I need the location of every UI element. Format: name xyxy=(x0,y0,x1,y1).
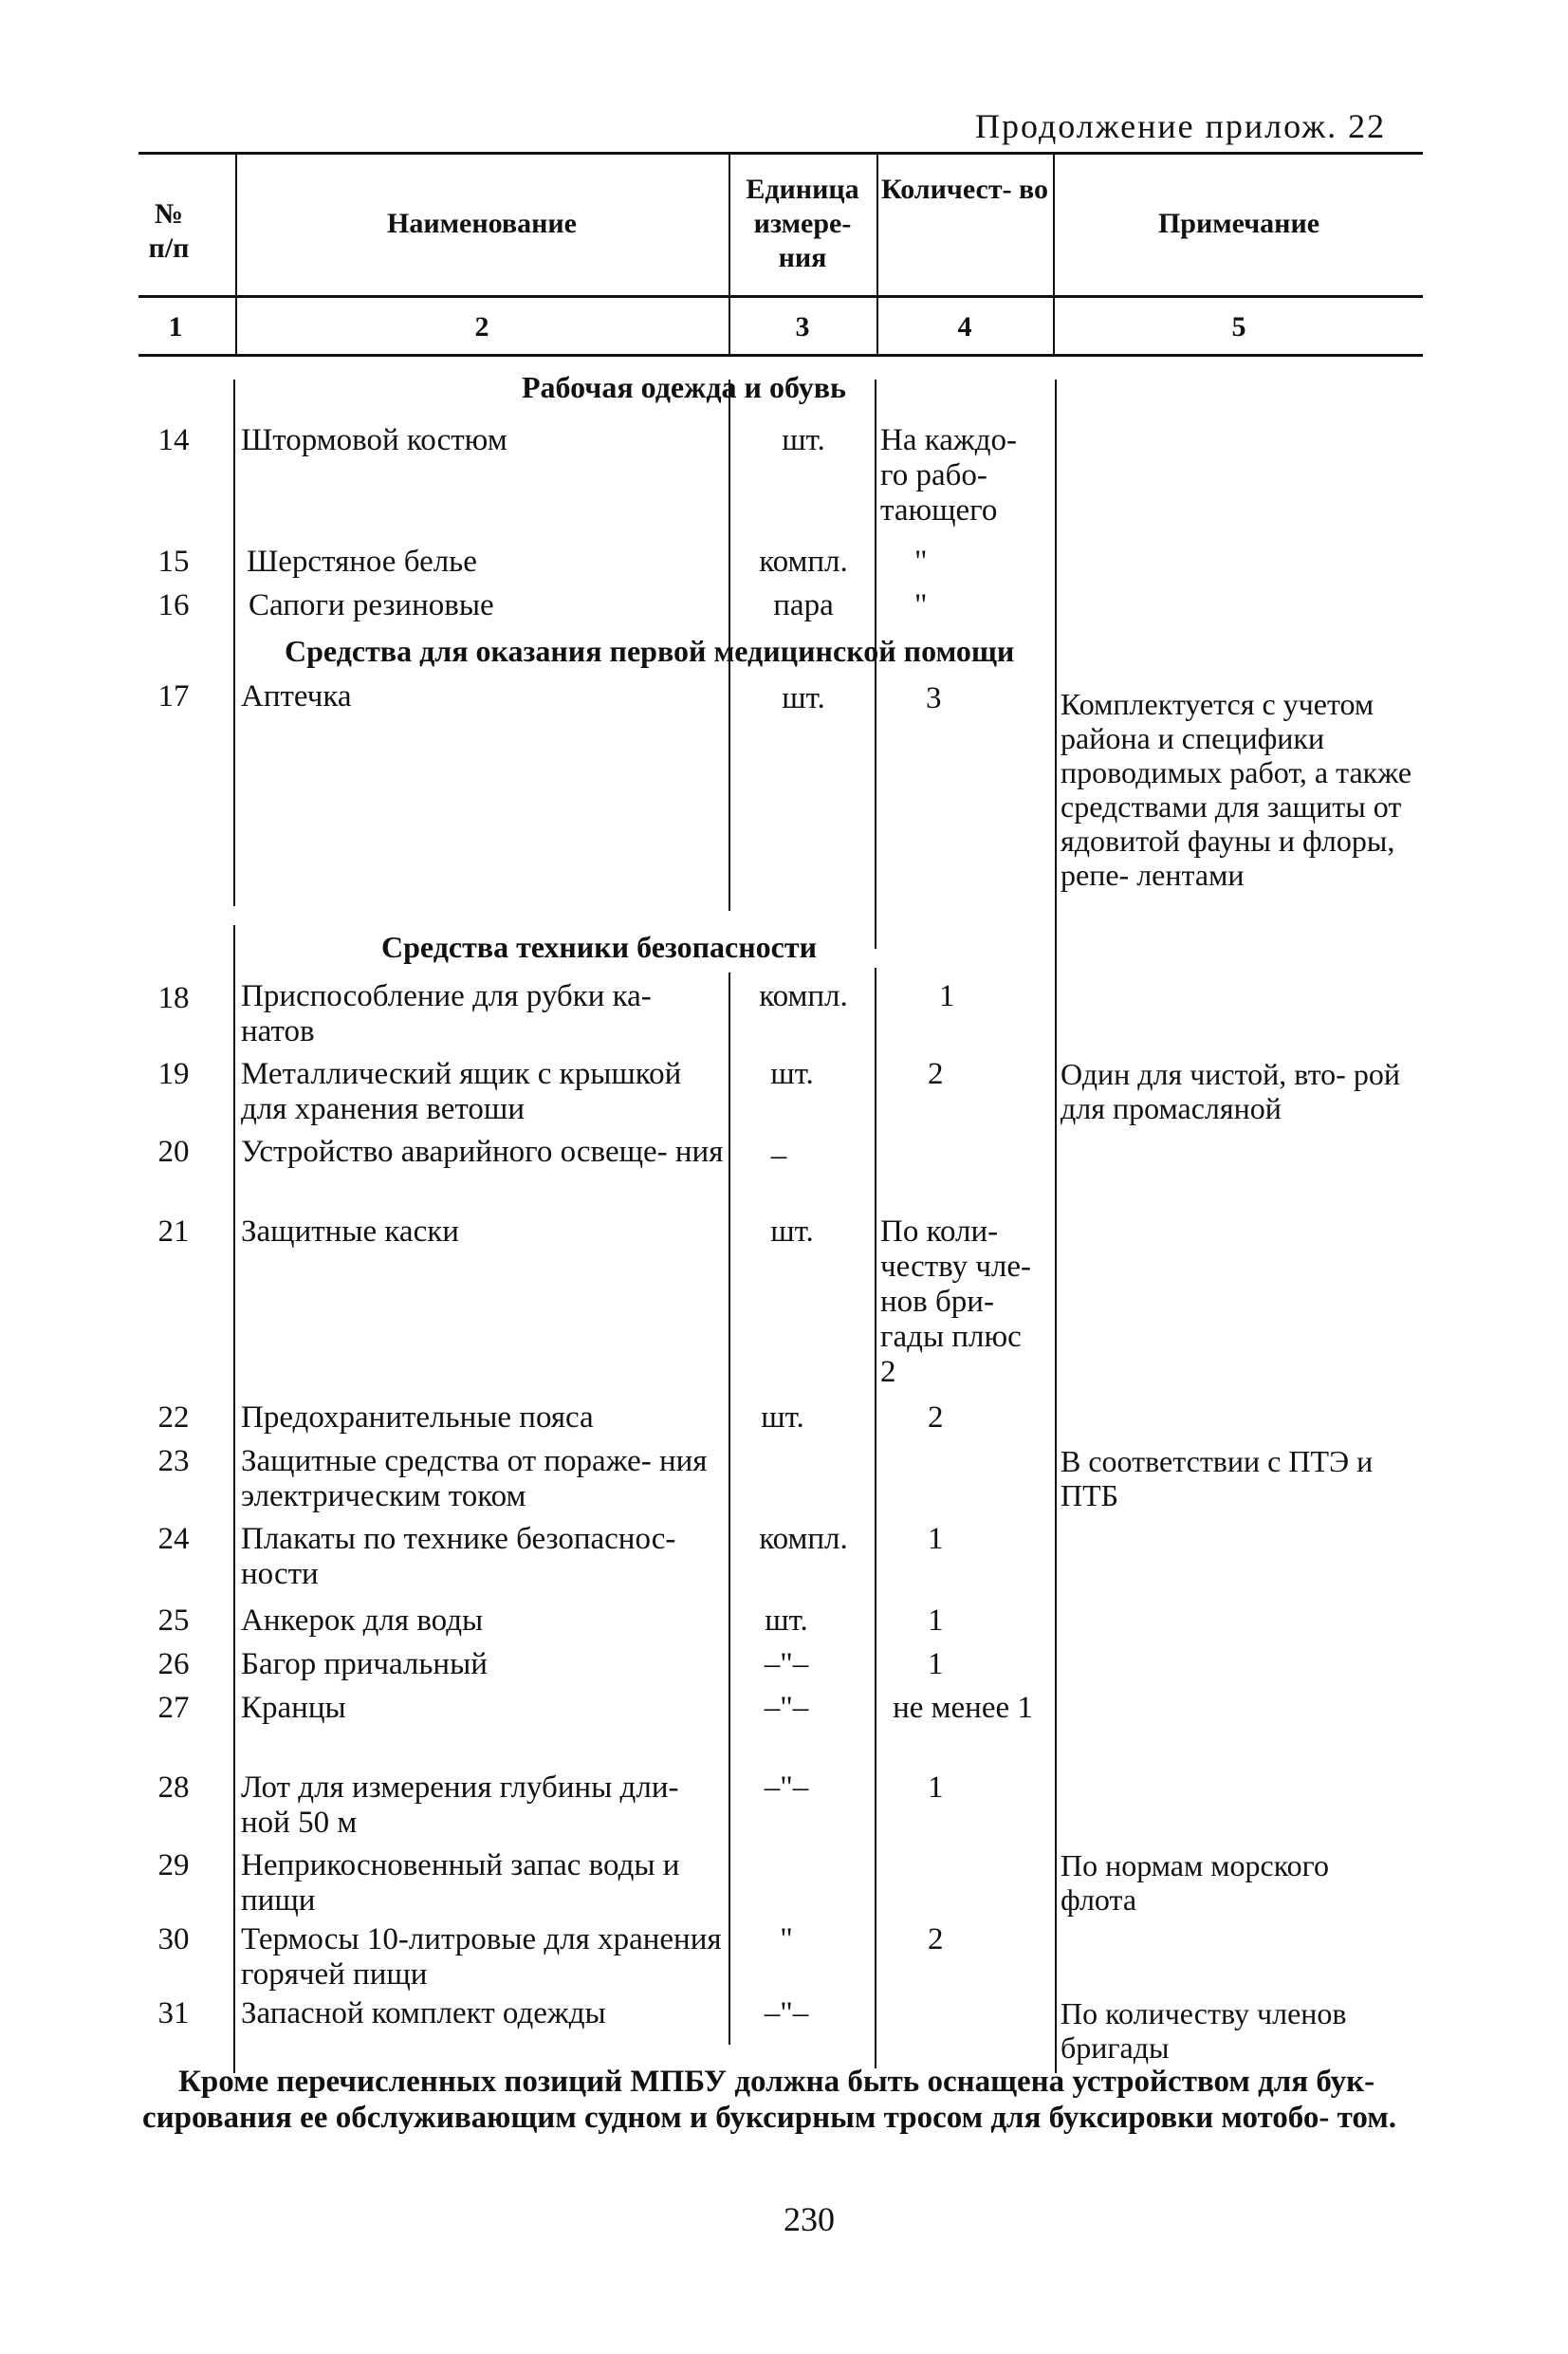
item-name: Анкерок для воды xyxy=(241,1603,484,1638)
item-qty: 3 xyxy=(926,681,942,715)
row-number: 18 xyxy=(157,981,190,1015)
item-unit: –"– xyxy=(764,1996,809,2030)
item-qty: По коли- честву чле- нов бри- гады плюс 2 xyxy=(880,1214,1032,1389)
col-header-qty: Количест- во xyxy=(880,174,1049,205)
item-name: Запасной комплект одежды xyxy=(241,1996,606,2030)
body-divider xyxy=(233,925,235,2073)
item-unit: пара xyxy=(773,588,834,622)
item-qty: 1 xyxy=(928,1770,944,1805)
item-name: Приспособление для рубки ка- натов xyxy=(241,979,652,1048)
row-number: 26 xyxy=(157,1647,190,1681)
item-name: Кранцы xyxy=(241,1691,346,1725)
row-number: 14 xyxy=(157,423,190,457)
item-name: Плакаты по технике безопаснос- ности xyxy=(241,1522,676,1591)
row-number: 23 xyxy=(157,1444,190,1478)
item-name: Багор причальный xyxy=(241,1647,488,1681)
item-name: Предохранительные пояса xyxy=(241,1400,594,1435)
col-header-no: № п/п xyxy=(148,198,190,264)
row-number: 27 xyxy=(157,1691,190,1725)
item-name: Аптечка xyxy=(241,679,352,714)
item-qty: 2 xyxy=(928,1922,944,1956)
item-note: По количеству членов бригады xyxy=(1061,1996,1347,2065)
col-header-note: Примечание xyxy=(1157,208,1320,239)
row-number: 21 xyxy=(157,1214,190,1249)
col-number: 5 xyxy=(1231,311,1246,343)
col-number: 3 xyxy=(795,311,810,343)
row-number: 16 xyxy=(157,588,190,622)
item-unit: компл. xyxy=(759,1522,848,1556)
item-qty: не менее 1 xyxy=(893,1691,1033,1725)
body-divider xyxy=(875,968,876,2068)
col-header-unit: Единица измере- ния xyxy=(746,174,859,273)
item-unit: шт. xyxy=(770,1214,814,1249)
item-unit: – xyxy=(770,1139,787,1173)
item-qty: 1 xyxy=(928,1647,944,1681)
item-name: Устройство аварийного освеще- ния xyxy=(241,1135,724,1169)
item-unit: шт. xyxy=(761,1400,804,1435)
body-divider xyxy=(1055,380,1057,2073)
item-unit: –"– xyxy=(764,1647,809,1681)
row-number: 28 xyxy=(157,1770,190,1805)
page-number: 230 xyxy=(784,2200,835,2238)
item-unit: –"– xyxy=(764,1770,809,1805)
continuation-header: Продолжение прилож. 22 xyxy=(975,107,1387,145)
item-qty: " xyxy=(914,588,928,622)
item-qty: 1 xyxy=(939,979,955,1013)
footer-paragraph: Кроме перечисленных позиций МПБУ должна быть оснащена устройством для бук- сирования ее обслуживающим судном и буксирным тросом для буксировки мотобо- том. xyxy=(142,2065,1396,2135)
col-number: 1 xyxy=(168,311,183,343)
item-qty: " xyxy=(914,545,928,579)
item-unit: компл. xyxy=(759,545,848,579)
item-note: По нормам морского флота xyxy=(1061,1848,1329,1917)
item-qty: 2 xyxy=(928,1400,944,1435)
item-name: Металлический ящик с крышкой для хранения ветоши xyxy=(241,1057,682,1126)
item-unit: шт. xyxy=(770,1057,814,1091)
row-number: 25 xyxy=(157,1603,190,1638)
row-number: 20 xyxy=(157,1135,190,1169)
col-header-name: Наименование xyxy=(387,208,577,239)
number-row-rule xyxy=(138,354,1423,357)
row-number: 29 xyxy=(157,1848,190,1882)
item-unit: –"– xyxy=(764,1691,809,1725)
col-number: 4 xyxy=(957,311,972,343)
item-name: Защитные каски xyxy=(241,1214,459,1249)
item-name: Штормовой костюм xyxy=(241,423,507,457)
header-bottom-rule xyxy=(138,295,1423,298)
item-unit: шт. xyxy=(765,1603,808,1638)
item-qty: 1 xyxy=(928,1522,944,1556)
body-divider xyxy=(233,380,235,906)
table-top-rule xyxy=(138,152,1423,155)
col-number: 2 xyxy=(474,311,489,343)
item-note: В соответствии с ПТЭ и ПТБ xyxy=(1061,1444,1374,1512)
item-name: Сапоги резиновые xyxy=(249,588,494,622)
row-number: 31 xyxy=(157,1996,190,2030)
row-number: 17 xyxy=(157,679,190,714)
item-name: Термосы 10-литровые для хранения горячей пищи xyxy=(241,1922,722,1992)
item-qty: 2 xyxy=(928,1057,944,1091)
item-qty: 1 xyxy=(928,1603,944,1638)
item-unit: " xyxy=(780,1922,793,1956)
row-number: 19 xyxy=(157,1057,190,1091)
item-unit: шт. xyxy=(782,423,825,457)
item-name: Защитные средства от пораже- ния электрическим током xyxy=(241,1444,708,1513)
body-divider xyxy=(729,973,730,2045)
item-name: Неприкосновенный запас воды и пищи xyxy=(241,1848,680,1918)
item-unit: шт. xyxy=(782,681,825,715)
item-name: Шерстяное белье xyxy=(247,545,477,579)
item-name: Лот для измерения глубины дли- ной 50 м xyxy=(241,1770,679,1840)
section-heading: Средства для оказания первой медицинской помощи xyxy=(285,634,1015,668)
section-heading: Средства техники безопасности xyxy=(381,930,817,964)
item-qty: На каждо- го рабо- тающего xyxy=(880,423,1017,528)
item-unit: компл. xyxy=(759,979,848,1013)
row-number: 22 xyxy=(157,1400,190,1435)
section-heading: Рабочая одежда и обувь xyxy=(522,370,846,404)
row-number: 15 xyxy=(157,545,190,579)
item-note: Комплектуется с учетом района и специфики проводимых работ, а также средствами для защиты от ядовитой фауны и флоры, репе- лентами xyxy=(1061,687,1412,892)
row-number: 24 xyxy=(157,1522,190,1556)
row-number: 30 xyxy=(157,1922,190,1956)
item-note: Один для чистой, вто- рой для промасляной xyxy=(1061,1057,1400,1125)
